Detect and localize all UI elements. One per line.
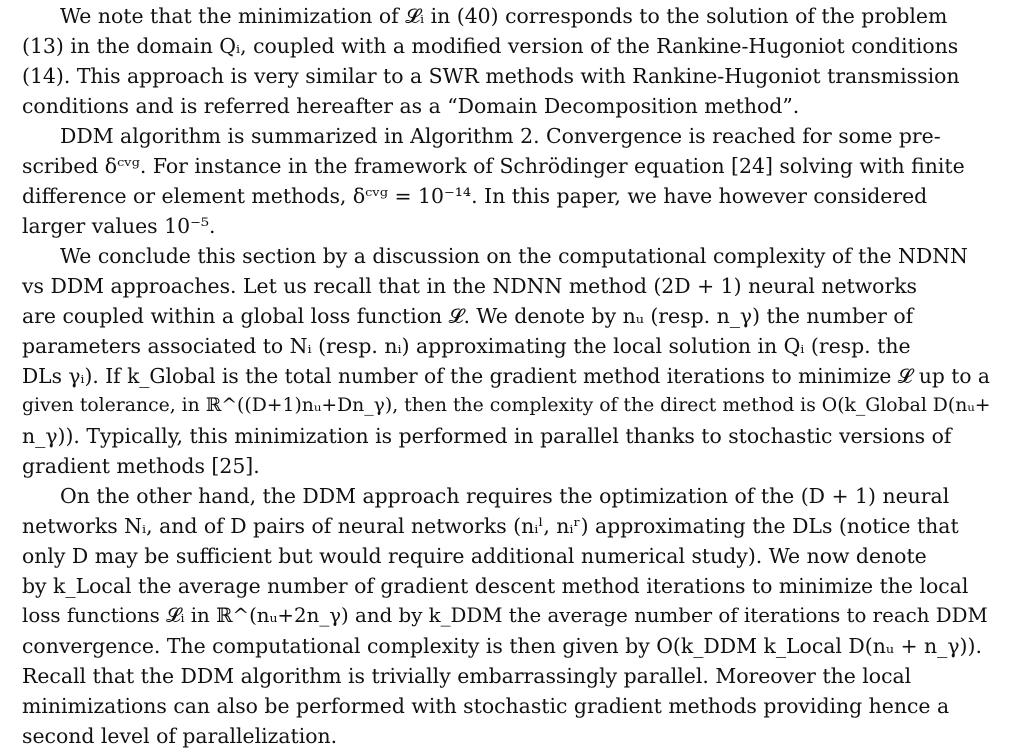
text-line: (13) in the domain Qᵢ, coupled with a modified version of the Rankine-Hugoniot conditions [22,34,959,58]
text-line: given tolerance, in ℝ^((D+1)nᵤ+Dn_γ), then the complexity of the direct method is O(k_Global D(nᵤ+ [22,395,991,416]
text-line: by k_Local the average number of gradient descent method iterations to minimize the local [22,574,969,598]
paragraph-minimization [22,1,996,121]
text-line: vs DDM approaches. Let us recall that in the NDNN method (2D + 1) neural networks [22,274,918,298]
text-line: only D may be sufficient but would require additional numerical study). We now denote [22,544,927,568]
text-line: (14). This approach is very similar to a SWR methods with Rankine-Hugoniot transmission [22,64,960,88]
text-line: Recall that the DDM algorithm is trivially embarrassingly parallel. Moreover the local [22,664,912,688]
paragraph-complexity [22,241,996,481]
text-line: networks Nᵢ, and of D pairs of neural networks (nᵢˡ, nᵢʳ) approximating the DLs (notice that [22,514,959,538]
text-line: DLs γᵢ). If k_Global is the total number of the gradient method iterations to minimize 𝓛 up to a [22,364,990,388]
text-line: On the other hand, the DDM approach requires the optimization of the (D + 1) neural [60,484,950,508]
text-line: difference or element methods, δᶜᵛᵍ = 10⁻¹⁴. In this paper, we have however considered [22,184,928,208]
text-line: DDM algorithm is summarized in Algorithm 2. Convergence is reached for some pre- [60,124,941,148]
text-line: larger values 10⁻⁵. [22,214,216,238]
text-line: We conclude this section by a discussion on the computational complexity of the NDNN [60,244,968,268]
text-line: scribed δᶜᵛᵍ. For instance in the framework of Schrödinger equation [24] solving with finite [22,154,965,178]
text-line: loss functions 𝓛ᵢ in ℝ^(nᵤ+2n_γ) and by k_DDM the average number of iterations to reach DDM [22,604,988,627]
text-line: n_γ)). Typically, this minimization is performed in parallel thanks to stochastic versions of [22,424,952,448]
text-line: conditions and is referred hereafter as a “Domain Decomposition method”. [22,94,800,118]
paragraph-ddm-approach [22,481,996,751]
text-line: convergence. The computational complexity is then given by O(k_DDM k_Local D(nᵤ + n_γ)). [22,634,982,658]
text-line: second level of parallelization. [22,724,338,748]
paragraph-ddm-algorithm [22,121,996,241]
text-line: We note that the minimization of 𝓛ᵢ in (40) corresponds to the solution of the problem [60,4,948,28]
text-line: gradient methods [25]. [22,454,260,478]
text-line: are coupled within a global loss function 𝓛. We denote by nᵤ (resp. n_γ) the number of [22,304,914,328]
text-line: parameters associated to Nᵢ (resp. nᵢ) approximating the local solution in Qᵢ (resp. the [22,334,911,358]
text-line: minimizations can also be performed with stochastic gradient methods providing hence a [22,694,950,718]
